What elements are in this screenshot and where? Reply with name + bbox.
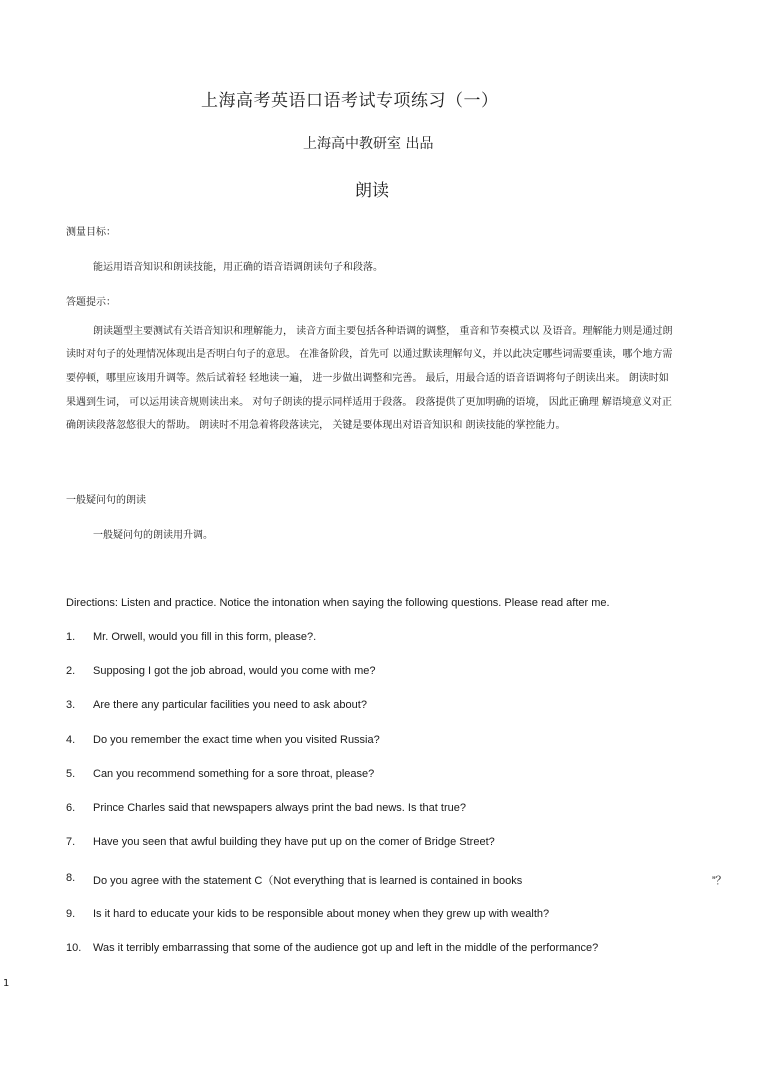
question-text: Mr. Orwell, would you fill in this form, please?. [93,631,317,643]
section-heading: 朗读 [355,181,389,201]
question-number: 10. [66,942,82,954]
question-text: Prince Charles said that newspapers always print the bad news. Is that true? [93,802,466,814]
question-text: Is it hard to educate your kids to be responsible about money when they grew up with wealth? [93,908,550,920]
question-number: 9. [66,908,76,920]
question-number: 1. [66,631,76,643]
subsection-label: 一般疑问句的朗读 [66,495,146,506]
question-text: Do you remember the exact time when you visited Russia? [93,734,380,746]
question-text: Do you agree with the statement C（Not everything that is learned is contained in books [93,875,523,887]
tips-line: 确朗读段落忽悠很大的帮助。 朗读时不用急着将段落读完， 关键是要体现出对语音知识和 朗读技能的掌控能力。 [66,420,566,431]
question-number: 4. [66,734,76,746]
question-8-tail: ”？ [712,875,727,887]
directions: Directions: Listen and practice. Notice the intonation when saying the following questions. Please read after me. [66,597,610,609]
goal-label: 测量目标： [66,227,116,238]
question-number: 8. [66,872,76,884]
subsection-text: 一般疑问句的朗读用升调。 [93,530,213,541]
page-subtitle: 上海高中教研室 出品 [303,136,434,152]
question-number: 6. [66,802,76,814]
tips-line: 朗读题型主要测试有关语音知识和理解能力， 读音方面主要包括各种语调的调整， 重音和节奏模式以 及语音。理解能力则是通过朗 [93,326,673,337]
question-number: 7. [66,836,76,848]
tips-line: 果遇到生词， 可以运用读音规则读出来。 对句子朗读的提示同样适用于段落。 段落提供了更加明确的语境， 因此正确理 解语境意义对正 [66,397,672,408]
page-title: 上海高考英语口语考试专项练习（一） [201,91,499,111]
question-text: Supposing I got the job abroad, would you come with me? [93,665,376,677]
question-text: Can you recommend something for a sore throat, please? [93,768,375,780]
tips-line: 读时对句子的处理情况体现出是否明白句子的意思。 在准备阶段，首先可 以通过默读理解句义，并以此决定哪些词需要重读，哪个地方需 [66,349,673,360]
question-text: Are there any particular facilities you need to ask about? [93,699,367,711]
page-number: 1 [3,978,10,989]
tips-label: 答题提示： [66,297,116,308]
question-number: 2. [66,665,76,677]
tips-line: 要停顿，哪里应该用升调等。然后试着轻 轻地读一遍， 进一步做出调整和完善。 最后，用最合适的语音语调将句子朗读出来。 朗读时如 [66,373,669,384]
question-number: 3. [66,699,76,711]
goal-text: 能运用语音知识和朗读技能，用正确的语音语调朗读句子和段落。 [93,262,383,273]
question-text: Was it terribly embarrassing that some of the audience got up and left in the middle of the performance? [93,942,599,954]
question-text: Have you seen that awful building they have put up on the comer of Bridge Street? [93,836,495,848]
question-number: 5. [66,768,76,780]
